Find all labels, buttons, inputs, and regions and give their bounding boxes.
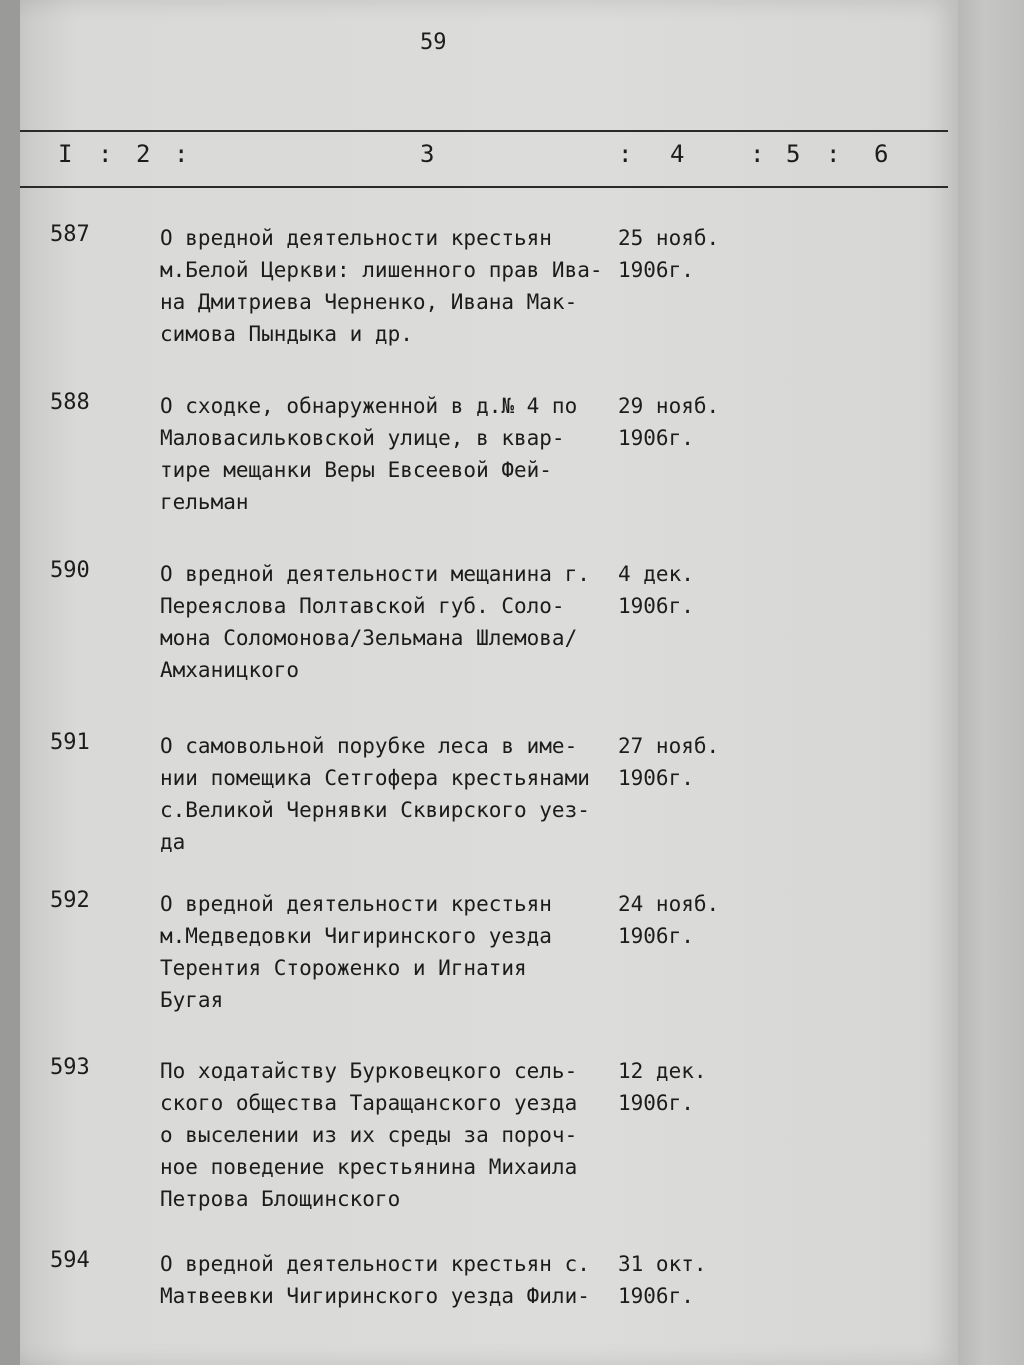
header-separator-2: :	[174, 140, 189, 168]
entry-date: 24 нояб. 1906г.	[618, 892, 720, 948]
entry-number: 588	[50, 390, 90, 415]
entry-description: О вредной деятельности крестьян с. Матвеевки Чигиринского уезда Фили-	[160, 1252, 590, 1308]
header-col-6: 6	[874, 140, 889, 168]
header-col-3: 3	[420, 140, 435, 168]
header-separator-1: :	[98, 140, 113, 168]
entry-description: О вредной деятельности мещанина г. Переяслова Полтавской губ. Соло- мона Соломонова/Зельмана Шлемова/ Амханицкого	[160, 562, 590, 682]
entry-date: 29 нояб. 1906г.	[618, 394, 720, 450]
entry-date: 27 нояб. 1906г.	[618, 734, 720, 790]
entry-description: О вредной деятельности крестьян м.Медведовки Чигиринского уезда Терентия Стороженко и Игнатия Бугая	[160, 892, 552, 1012]
entry-number: 591	[50, 730, 90, 755]
page-number: 59	[420, 30, 447, 55]
entry-number: 594	[50, 1248, 90, 1273]
entry-number: 593	[50, 1055, 90, 1080]
entry-date: 31 окт. 1906г.	[618, 1252, 707, 1308]
header-separator-3: :	[618, 140, 633, 168]
header-separator-5: :	[826, 140, 841, 168]
entry-description: По ходатайству Бурковецкого сель- ского общества Таращанского уезда о выселении из их среды за пороч- ное поведение крестьянина Михаила Петрова Блощинского	[160, 1059, 578, 1211]
entry-number: 592	[50, 888, 90, 913]
entry-number: 587	[50, 222, 90, 247]
entry-date: 4 дек. 1906г.	[618, 562, 694, 618]
header-col-4: 4	[670, 140, 685, 168]
document-page	[20, 0, 958, 1365]
entry-description: О самовольной порубке леса в име- нии помещика Сетгофера крестьянами с.Великой Чернявки Сквирского уез- да	[160, 734, 590, 854]
header-bottom-rule	[20, 186, 948, 188]
header-col-2: 2	[136, 140, 151, 168]
entry-number: 590	[50, 558, 90, 583]
header-top-rule	[20, 130, 948, 132]
entry-description: О сходке, обнаруженной в д.№ 4 по Маловасильковской улице, в квар- тире мещанки Веры Евсеевой Фей- гельман	[160, 394, 578, 514]
entry-date: 25 нояб. 1906г.	[618, 226, 720, 282]
entry-date: 12 дек. 1906г.	[618, 1059, 707, 1115]
header-col-1: I	[58, 140, 73, 168]
header-separator-4: :	[750, 140, 765, 168]
header-col-5: 5	[786, 140, 801, 168]
page-edge-shadow	[958, 0, 1024, 1365]
entry-description: О вредной деятельности крестьян м.Белой Церкви: лишенного прав Ива- на Дмитриева Черненко, Ивана Мак- симова Пындыка и др.	[160, 226, 603, 346]
